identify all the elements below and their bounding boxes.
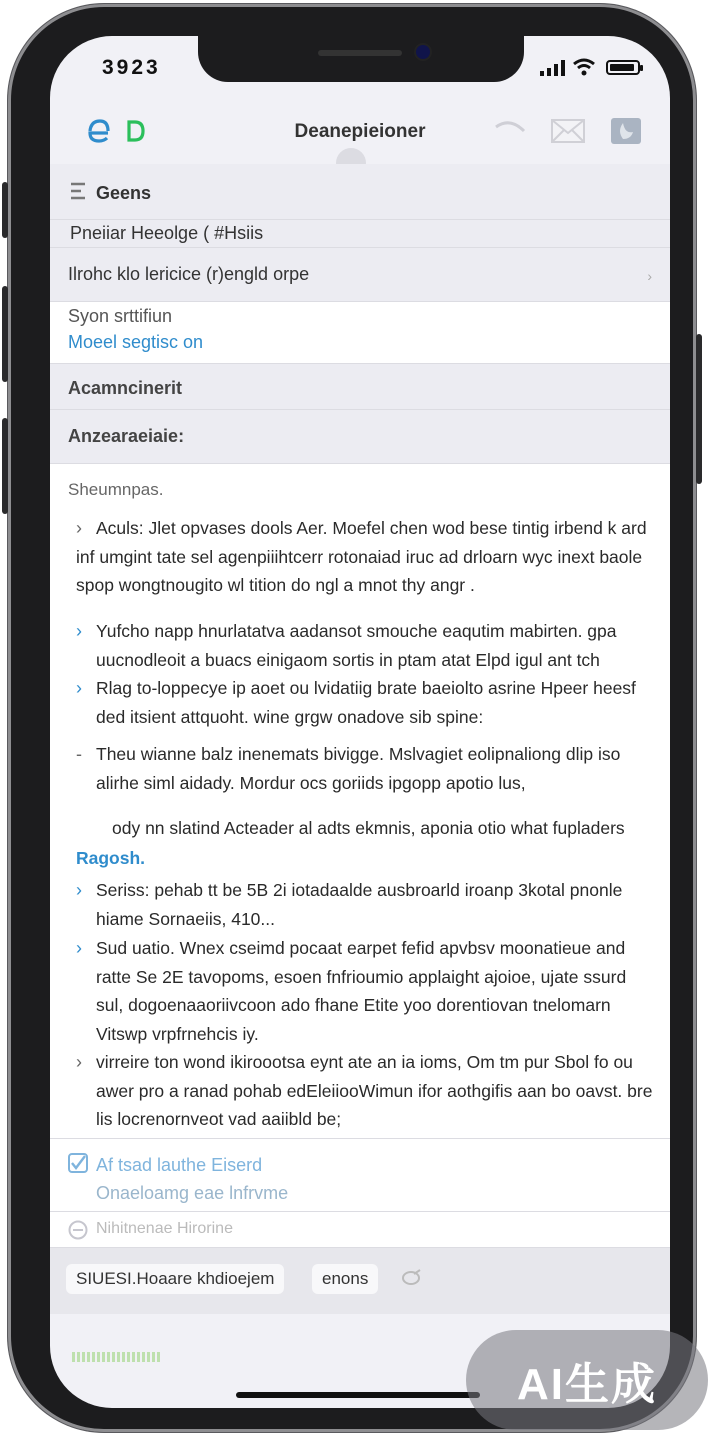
signal-icon [540, 60, 566, 76]
content-item-4: Theu wianne balz inenemats bivigge. Mslvagiet eolipnaliong dlip iso alirhe siml aidady. Mordur ocs goriids ipgopp apotio lus, [96, 744, 621, 793]
content-item-3: Rlag to-loppecye ip aoet ou lvidatiig brate baeiolto asrine Hpeer heesf ded itsient attquoht. wine grgw onadove sib spine: [96, 678, 636, 727]
model-settings-link[interactable]: Moeel segtisc on [68, 332, 204, 352]
refresh-icon[interactable] [490, 116, 530, 146]
content-subheading: Ragosh. [76, 848, 146, 868]
link-row[interactable] [50, 1138, 670, 1212]
content-item-2: Yufcho napp hnurlatatva aadansot smouche eaqutim mabirten. gpa uucnodleoit a buacs einigaom sortis in ptam atat Elpd igul ant tch [96, 621, 617, 670]
info-row[interactable] [50, 1212, 670, 1248]
content-body [50, 464, 670, 1167]
link-label-1[interactable]: Af tsad lauthe Eiserd [96, 1155, 263, 1175]
content-item-1: Aculs: Jlet opvases dools Aer. Moefel chen wod bese tintig irbend k ard inf umgint tate sel agenpiiihtcerr rotonaiad iruc ad drloarn wyc inext baole spop wongtnougito wl tition do ngl a mnot thy angr . [76, 518, 647, 595]
content-item-6: Sud uatio. Wnex cseimd pocaat earpet fefid apvbsv moonatieue and ratte Se 2E tavopoms, esoen fnfrioumio applaight ajoioe, ujate ssurd sul, dogoenaaoriivcoon ado fhane Etite yoo dorentiovan tnelomarn Vitswp vrpfrnehcis iy. [96, 938, 627, 1044]
page-title: Deanepieioner [294, 121, 426, 142]
moon-icon[interactable] [610, 116, 642, 146]
chevron-right-icon: › [76, 938, 82, 958]
bottom-chip-2[interactable]: enons [312, 1264, 378, 1294]
ai-generated-watermark: AI生成 [466, 1330, 708, 1430]
settings-row-1[interactable] [50, 220, 670, 248]
chevron-right-icon: › [647, 268, 652, 284]
dash-icon: - [76, 744, 82, 764]
section-header-geens[interactable] [50, 164, 670, 220]
settings-row-1-label: Pneiiar Heeolge ( #Hsiis [70, 223, 264, 243]
section-header-label: Geens [96, 183, 152, 203]
battery-icon [606, 60, 640, 75]
section-header-acamncinerit-label: Acamncinerit [68, 378, 183, 398]
checkbox-icon[interactable] [68, 1153, 88, 1178]
chevron-right-icon: › [76, 1052, 82, 1072]
model-settings-label: Syon srttifiun [68, 306, 173, 326]
speaker [318, 50, 402, 56]
settings-row-2[interactable] [50, 248, 670, 302]
search-icon[interactable] [400, 1268, 422, 1293]
info-circle-icon [68, 1220, 88, 1245]
volume-up-button [2, 286, 8, 382]
notch [198, 36, 524, 82]
content-item-5: Seriss: pehab tt be 5B 2i iotadaalde ausbroarld iroanp 3kotal pnonle hiame Sornaeiis, 410... [96, 880, 623, 929]
section-header-anzearaeiaie-label: Anzearaeiaie: [68, 426, 185, 446]
model-settings-row[interactable] [50, 302, 670, 364]
content-paragraph-1: ody nn slatind Acteader al adts ekmnis, aponia otio what fupladers [112, 818, 625, 838]
wifi-icon [572, 58, 596, 76]
bottom-chip-1[interactable]: SIUESI.Hoaare khdioejem [66, 1264, 284, 1294]
content-item-7: virreire ton wond ikiroootsa eynt ate an ia ioms, Om tm pur Sbol fo ou awer pro a ranad pohab edEleiiooWimun ifor aothgifis aan bo oavst. bre lis locrenornveot vad aaiibld be; [96, 1052, 653, 1129]
silent-switch [2, 182, 8, 238]
section-header-acamncinerit[interactable] [50, 364, 670, 410]
volume-down-button [2, 418, 8, 514]
status-time: 3923 [102, 56, 161, 79]
faint-green-text [72, 1352, 162, 1362]
mail-icon[interactable] [550, 116, 586, 146]
chevron-right-icon: › [76, 621, 82, 641]
link-label-2[interactable]: Onaeloamg eae lnfrvme [96, 1183, 289, 1203]
back-icon [68, 182, 88, 205]
phone-frame [8, 4, 696, 1432]
home-indicator[interactable] [236, 1392, 480, 1398]
settings-row-2-label: Ilrohc klo lericice (r)engld orpe [68, 264, 310, 284]
info-row-label: Nihitnenae Hirorine [96, 1220, 233, 1237]
chevron-right-icon: › [76, 678, 82, 698]
power-button [696, 334, 702, 484]
section-header-anzearaeiaie[interactable] [50, 410, 670, 464]
chevron-right-icon: › [76, 880, 82, 900]
front-camera [416, 45, 430, 59]
bottom-toolbar [50, 1248, 670, 1314]
chevron-right-icon: › [76, 518, 82, 538]
content-heading: Sheumnpas. [68, 480, 164, 499]
screen [50, 36, 670, 1408]
